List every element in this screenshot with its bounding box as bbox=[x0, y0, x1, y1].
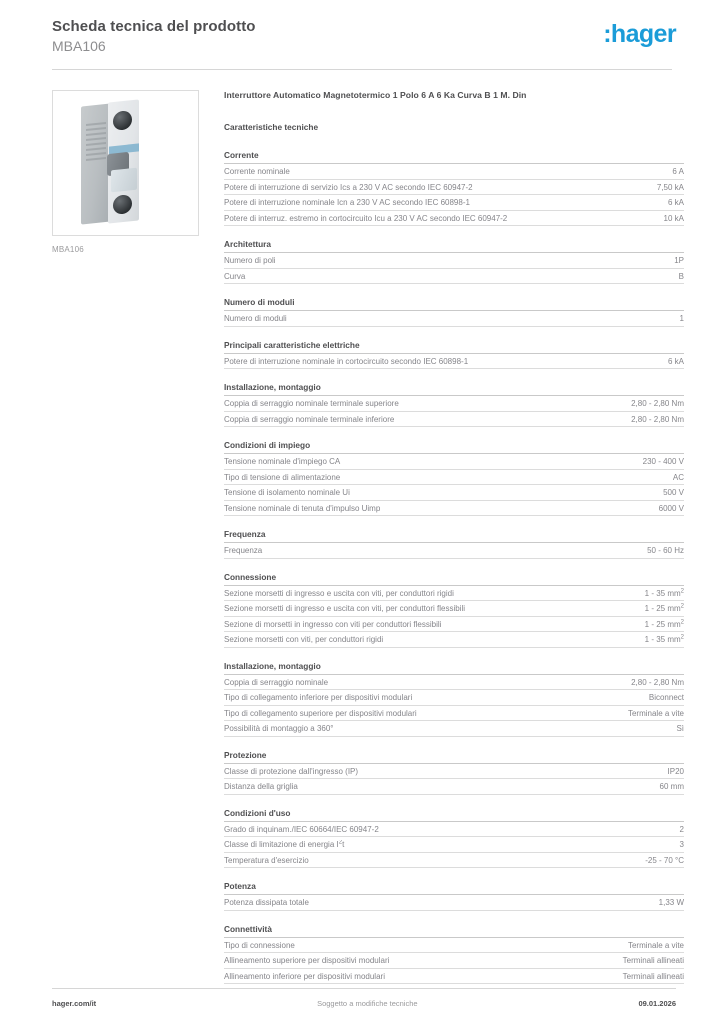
spec-section bbox=[224, 239, 684, 284]
spec-value: 230 - 400 V bbox=[642, 457, 684, 467]
technical-characteristics-heading: Caratteristiche tecniche bbox=[224, 122, 319, 133]
spec-row bbox=[224, 412, 684, 428]
spec-label: Tipo di collegamento superiore per dispositivi modulari bbox=[224, 708, 417, 718]
spec-label: Potere di interruzione nominale Icn a 230 V AC secondo IEC 60898-1 bbox=[224, 198, 470, 208]
breaker-vents bbox=[86, 122, 106, 166]
spec-row bbox=[224, 764, 684, 780]
spec-label: Tensione di isolamento nominale Ui bbox=[224, 488, 350, 498]
page-header bbox=[40, 0, 684, 55]
spec-row bbox=[224, 470, 684, 486]
spec-value: 2,80 - 2,80 Nm bbox=[631, 677, 684, 687]
spec-row bbox=[224, 485, 684, 501]
spec-label: Possibilità di montaggio a 360° bbox=[224, 724, 334, 734]
spec-label: Sezione morsetti di ingresso e uscita con viti, per conduttori flessibili bbox=[224, 604, 465, 614]
page-title: Scheda tecnica del prodotto bbox=[52, 18, 256, 35]
spec-row bbox=[224, 837, 684, 853]
spec-value: Terminali allineati bbox=[622, 956, 684, 966]
spec-label: Coppia di serraggio nominale terminale inferiore bbox=[224, 414, 395, 424]
spec-label: Corrente nominale bbox=[224, 167, 290, 177]
spec-value: 6000 V bbox=[658, 503, 684, 513]
spec-section bbox=[224, 297, 684, 327]
spec-section-title: Protezione bbox=[224, 750, 684, 764]
spec-row bbox=[224, 396, 684, 412]
spec-row bbox=[224, 454, 684, 470]
spec-row bbox=[224, 586, 684, 602]
spec-value: 3 bbox=[679, 840, 684, 850]
spec-row bbox=[224, 822, 684, 838]
spec-value: B bbox=[678, 271, 684, 281]
footer-row bbox=[52, 989, 676, 1008]
spec-label: Potere di interruzione nominale in cortocircuito secondo IEC 60898-1 bbox=[224, 356, 469, 366]
spec-value: 1 bbox=[679, 314, 684, 324]
product-name-heading: Interruttore Automatico Magnetotermico 1 Polo 6 A 6 Ka Curva B 1 M. Din bbox=[224, 90, 527, 101]
spec-label: Potere di interruzione di servizio Ics a 230 V AC secondo IEC 60947-2 bbox=[224, 182, 473, 192]
spec-section-title: Connettività bbox=[224, 924, 684, 938]
spec-row bbox=[224, 721, 684, 737]
spec-value: Terminale a vite bbox=[627, 940, 684, 950]
spec-row bbox=[224, 253, 684, 269]
spec-section bbox=[224, 881, 684, 911]
spec-label: Frequenza bbox=[224, 546, 263, 556]
spec-value: 10 kA bbox=[663, 213, 684, 223]
spec-section bbox=[224, 529, 684, 559]
hager-logo: :hager bbox=[603, 20, 676, 48]
spec-sections bbox=[224, 150, 684, 984]
spec-section bbox=[224, 924, 684, 985]
spec-label: Coppia di serraggio nominale terminale superiore bbox=[224, 399, 399, 409]
spec-value: 6 A bbox=[672, 167, 684, 177]
spec-value: 60 mm bbox=[659, 782, 684, 792]
spec-value: AC bbox=[672, 472, 684, 482]
spec-label: Distanza della griglia bbox=[224, 782, 298, 792]
spec-value: 2,80 - 2,80 Nm bbox=[631, 414, 684, 424]
spec-label: Tipo di connessione bbox=[224, 940, 295, 950]
spec-row bbox=[224, 690, 684, 706]
spec-value: 1,33 W bbox=[658, 898, 684, 908]
title-block bbox=[52, 18, 256, 55]
spec-section bbox=[224, 750, 684, 795]
footer-website[interactable]: hager.com/it bbox=[52, 999, 97, 1008]
page-footer bbox=[52, 988, 676, 1008]
spec-label: Potenza dissipata totale bbox=[224, 898, 309, 908]
spec-label: Tensione nominale d'impiego CA bbox=[224, 457, 341, 467]
spec-label: Temperatura d'esercizio bbox=[224, 855, 309, 865]
spec-label: Coppia di serraggio nominale bbox=[224, 677, 329, 687]
breaker-lever-base bbox=[111, 168, 137, 193]
spec-label: Sezione di morsetti in ingresso con viti per conduttori flessibili bbox=[224, 619, 442, 629]
spec-value: IP20 bbox=[667, 766, 684, 776]
spec-section-title: Potenza bbox=[224, 881, 684, 895]
spec-label: Classe di limitazione di energia $I^2t$ bbox=[224, 840, 345, 850]
spec-section-title: Frequenza bbox=[224, 529, 684, 543]
spec-label: Sezione morsetti di ingresso e uscita con viti, per conduttori rigidi bbox=[224, 588, 454, 598]
spec-row bbox=[224, 195, 684, 211]
spec-row bbox=[224, 354, 684, 370]
spec-label: Numero di moduli bbox=[224, 314, 287, 324]
product-image-column bbox=[52, 90, 212, 997]
spec-section-title: Architettura bbox=[224, 239, 684, 253]
spec-section bbox=[224, 440, 684, 516]
footer-disclaimer: Soggetto a modifiche tecniche bbox=[317, 999, 418, 1008]
spec-row bbox=[224, 501, 684, 517]
spec-section-title: Condizioni di impiego bbox=[224, 440, 684, 454]
spec-section bbox=[224, 382, 684, 427]
spec-row bbox=[224, 269, 684, 285]
spec-row bbox=[224, 853, 684, 869]
spec-value: 1P bbox=[674, 256, 684, 266]
spec-value: Terminale a vite bbox=[627, 708, 684, 718]
spec-label: Tipo di tensione di alimentazione bbox=[224, 472, 341, 482]
page-content bbox=[40, 70, 684, 997]
specifications-column bbox=[212, 90, 684, 997]
spec-row bbox=[224, 706, 684, 722]
spec-label: Tensione nominale di tenuta d'impulso Uimp bbox=[224, 503, 381, 513]
spec-label: Tipo di collegamento inferiore per dispositivi modulari bbox=[224, 693, 413, 703]
product-image-caption: MBA106 bbox=[52, 245, 84, 255]
spec-label: Allineamento inferiore per dispositivi modulari bbox=[224, 971, 385, 981]
spec-value: 6 kA bbox=[667, 356, 684, 366]
spec-value: 1 - 25 $mm^2$ bbox=[644, 603, 684, 614]
spec-label: Potere di interruz. estremo in cortocircuito Icu a 230 V AC secondo IEC 60947-2 bbox=[224, 213, 508, 223]
spec-section-title: Principali caratteristiche elettriche bbox=[224, 340, 684, 354]
spec-section bbox=[224, 340, 684, 370]
spec-section-title: Corrente bbox=[224, 150, 684, 164]
spec-value: Sì bbox=[676, 724, 684, 734]
spec-row bbox=[224, 211, 684, 227]
spec-section-title: Connessione bbox=[224, 572, 684, 586]
spec-value: 1 - 25 $mm^2$ bbox=[644, 619, 684, 629]
spec-value: 7,50 kA bbox=[656, 182, 684, 192]
spec-row bbox=[224, 938, 684, 954]
spec-value: 1 - 35 $mm^2$ bbox=[644, 634, 684, 645]
spec-label: Sezione morsetti con viti, per conduttori rigidi bbox=[224, 635, 384, 645]
spec-value: Terminali allineati bbox=[622, 971, 684, 981]
spec-value: 2,80 - 2,80 Nm bbox=[631, 399, 684, 409]
spec-row bbox=[224, 895, 684, 911]
spec-section-title: Numero di moduli bbox=[224, 297, 684, 311]
spec-value: 6 kA bbox=[667, 198, 684, 208]
spec-row bbox=[224, 601, 684, 617]
spec-row bbox=[224, 953, 684, 969]
footer-date: 09.01.2026 bbox=[638, 999, 676, 1008]
spec-section bbox=[224, 661, 684, 737]
spec-row bbox=[224, 311, 684, 327]
spec-label: Allineamento superiore per dispositivi modulari bbox=[224, 956, 390, 966]
spec-section bbox=[224, 572, 684, 648]
spec-row bbox=[224, 543, 684, 559]
spec-value: 500 V bbox=[663, 488, 684, 498]
spec-row bbox=[224, 617, 684, 633]
spec-row bbox=[224, 180, 684, 196]
spec-label: Grado di inquinam./IEC 60664/IEC 60947-2 bbox=[224, 824, 379, 834]
spec-section bbox=[224, 150, 684, 226]
spec-row bbox=[224, 675, 684, 691]
spec-label: Classe di protezione dall'ingresso (IP) bbox=[224, 766, 359, 776]
spec-value: Biconnect bbox=[648, 693, 684, 703]
spec-value: -25 - 70 °C bbox=[645, 855, 684, 865]
spec-section-title: Installazione, montaggio bbox=[224, 661, 684, 675]
spec-section-title: Installazione, montaggio bbox=[224, 382, 684, 396]
spec-value: 50 - 60 Hz bbox=[647, 546, 684, 556]
product-reference: MBA106 bbox=[52, 37, 106, 54]
spec-row bbox=[224, 164, 684, 180]
spec-value: 2 bbox=[679, 824, 684, 834]
spec-row bbox=[224, 969, 684, 985]
product-image-box bbox=[52, 90, 199, 236]
circuit-breaker-illustration bbox=[81, 101, 143, 226]
spec-label: Numero di poli bbox=[224, 256, 276, 266]
spec-section-title: Condizioni d'uso bbox=[224, 808, 684, 822]
spec-value: 1 - 35 $mm^2$ bbox=[644, 588, 684, 598]
spec-row bbox=[224, 632, 684, 648]
spec-section bbox=[224, 808, 684, 869]
spec-label: Curva bbox=[224, 271, 246, 281]
spec-row bbox=[224, 779, 684, 795]
